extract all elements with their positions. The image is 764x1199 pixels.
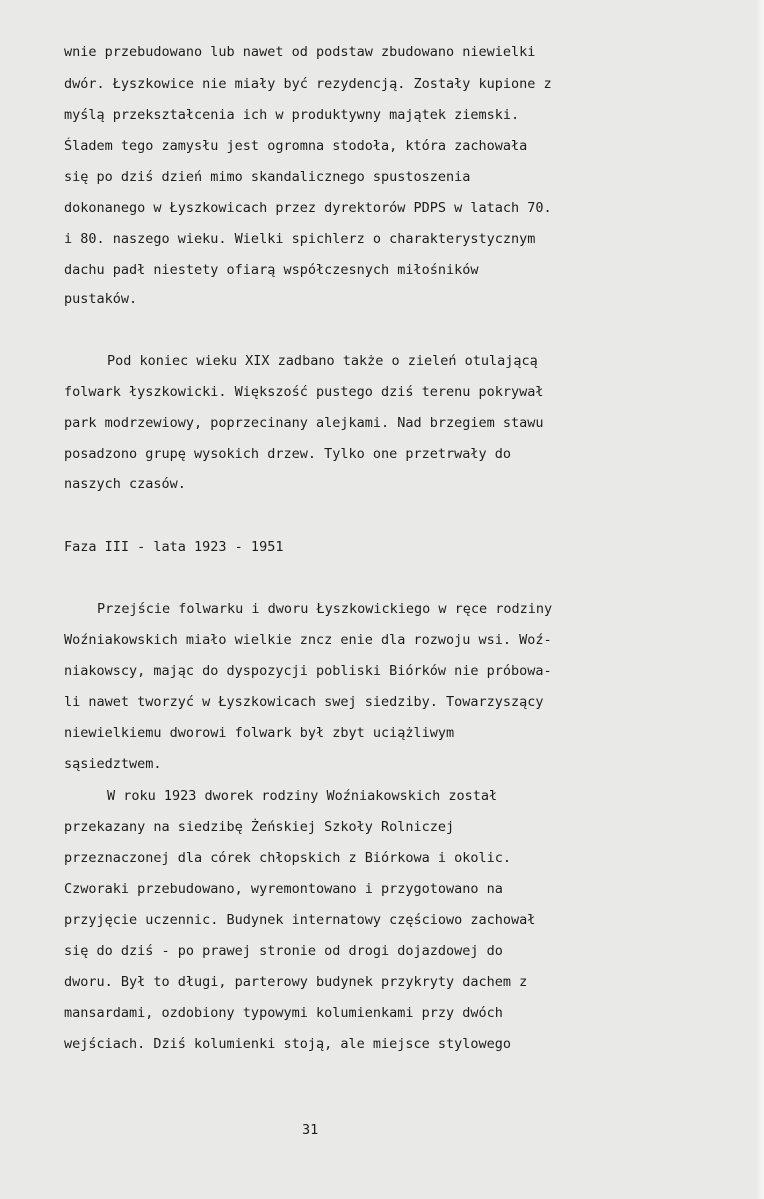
text-line: wejściach. Dziś kolumienki stoją, ale miejsce stylowego xyxy=(64,1036,512,1052)
text-line: dwór. Łyszkowice nie miały być rezydencją. Zostały kupione z xyxy=(64,76,552,92)
page-number: 31 xyxy=(302,1122,319,1138)
text-line: dachu padł niestety ofiarą współczesnych miłośników xyxy=(64,262,479,278)
section-heading: Faza III - lata 1923 - 1951 xyxy=(64,539,284,555)
text-line: Czworaki przebudowano, wyremontowano i przygotowano na xyxy=(64,881,503,897)
text-line: Przejście folwarku i dworu Łyszkowickiego w ręce rodziny xyxy=(97,601,553,617)
text-line: niewielkiemu dworowi folwark był zbyt uciążliwym xyxy=(64,725,455,741)
text-line: Woźniakowskich miało wielkie zncz enie dla rozwoju wsi. Woź- xyxy=(64,632,552,648)
text-line: niakowscy, mając do dyspozycji pobliski Biórków nie próbowa- xyxy=(64,663,552,679)
text-line: li nawet tworzyć w Łyszkowicach swej siedziby. Towarzyszący xyxy=(64,694,544,710)
text-line: przekazany na siedzibę Żeńskiej Szkoły Rolniczej xyxy=(64,819,455,835)
text-line: pustaków. xyxy=(64,291,138,307)
text-line: sąsiedztwem. xyxy=(64,756,162,772)
text-line: mansardami, ozdobiony typowymi kolumienkami przy dwóch xyxy=(64,1005,503,1021)
text-line: się po dziś dzień mimo skandalicznego spustoszenia xyxy=(64,169,471,185)
text-line: przyjęcie uczennic. Budynek internatowy częściowo zachował xyxy=(64,912,536,928)
text-line: dworu. Był to długi, parterowy budynek przykryty dachem z xyxy=(64,974,528,990)
text-line: przeznaczonej dla córek chłopskich z Biórkowa i okolic. xyxy=(64,850,512,866)
text-line: się do dziś - po prawej stronie od drogi dojazdowej do xyxy=(64,943,503,959)
text-line: myślą przekształcenia ich w produktywny majątek ziemski. xyxy=(64,107,520,123)
text-line: folwark łyszkowicki. Większość pustego dziś terenu pokrywał xyxy=(64,384,544,400)
text-line: wnie przebudowano lub nawet od podstaw zbudowano niewielki xyxy=(64,44,536,60)
text-line: posadzono grupę wysokich drzew. Tylko one przetrwały do xyxy=(64,446,512,462)
text-line: W roku 1923 dworek rodziny Woźniakowskich został xyxy=(107,788,498,804)
text-line: Śladem tego zamysłu jest ogromna stodoła, która zachowała xyxy=(64,138,528,154)
text-line: park modrzewiowy, poprzecinany alejkami. Nad brzegiem stawu xyxy=(64,415,544,431)
page-edge xyxy=(756,0,764,1199)
text-line: dokonanego w Łyszkowicach przez dyrektorów PDPS w latach 70. xyxy=(64,200,552,216)
text-line: i 80. naszego wieku. Wielki spichlerz o charakterystycznym xyxy=(64,231,536,247)
text-line: naszych czasów. xyxy=(64,476,186,492)
text-line: Pod koniec wieku XIX zadbano także o zieleń otulającą xyxy=(107,353,538,369)
